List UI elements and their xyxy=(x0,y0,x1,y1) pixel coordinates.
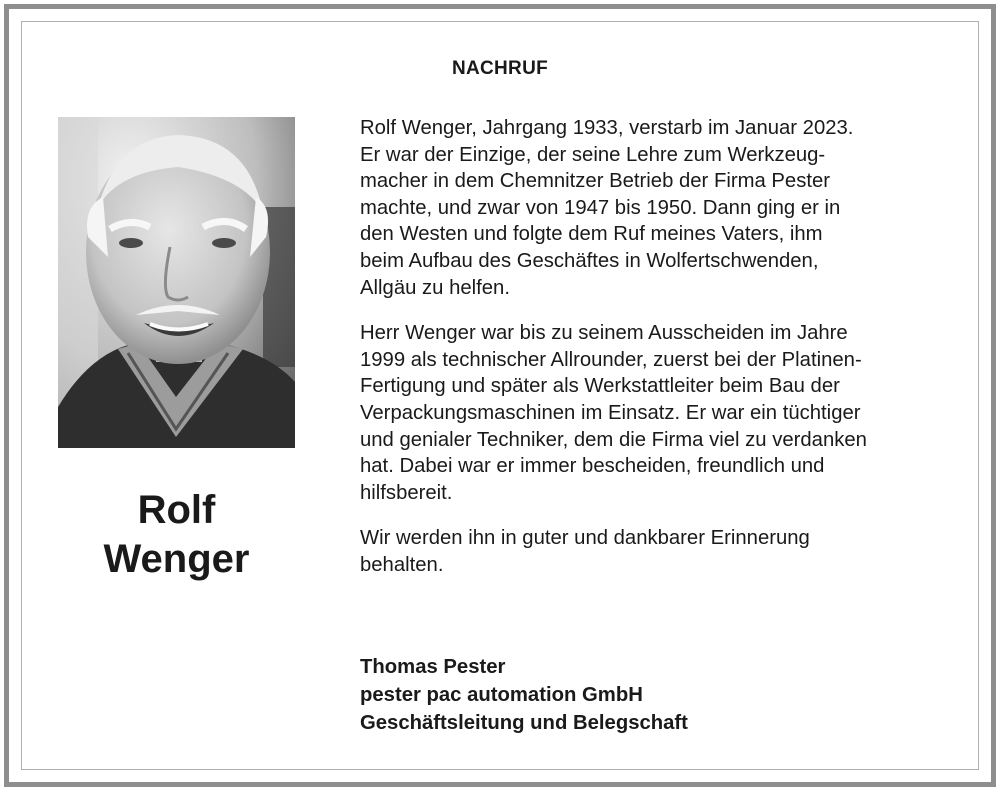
notice-body xyxy=(360,115,955,579)
text-line: hat. Dabei war er immer bescheiden, freundlich und xyxy=(360,455,825,478)
text-line: 1999 als technischer Allrounder, zuerst bei der Platinen- xyxy=(360,348,862,371)
text-line: beim Aufbau des Geschäftes in Wolfertschwenden, xyxy=(360,249,819,272)
deceased-name xyxy=(58,486,295,584)
paragraph-3 xyxy=(360,525,955,578)
text-line: Fertigung und später als Werkstattleiter beim Bau der xyxy=(360,375,840,398)
text-line: Er war der Einzige, der seine Lehre zum Werkzeug- xyxy=(360,143,826,166)
text-line: und genialer Techniker, dem die Firma viel zu verdanken xyxy=(360,428,867,451)
text-line: macher in dem Chemnitzer Betrieb der Firma Pester xyxy=(360,170,831,193)
paragraph-1 xyxy=(360,115,955,301)
text-line: Wir werden ihn in guter und dankbarer Erinnerung xyxy=(360,527,810,550)
text-line: Verpackungsmaschinen im Einsatz. Er war ein tüchtiger xyxy=(360,401,861,424)
text-line: behalten. xyxy=(360,553,444,576)
signature-block xyxy=(360,653,920,737)
text-line: den Westen und folgte dem Ruf meines Vaters, ihm xyxy=(360,223,823,246)
text-line: Herr Wenger war bis zu seinem Ausscheiden im Jahre xyxy=(360,322,848,345)
deceased-last-name: Wenger xyxy=(103,537,250,581)
text-line: hilfsbereit. xyxy=(360,481,453,504)
text-line: Rolf Wenger, Jahrgang 1933, verstarb im Januar 2023. xyxy=(360,117,854,139)
signer-name: Thomas Pester xyxy=(360,656,506,678)
deceased-first-name: Rolf xyxy=(137,488,216,532)
text-line: Allgäu zu helfen. xyxy=(360,276,510,299)
paragraph-2 xyxy=(360,320,955,506)
notice-heading: NACHRUF xyxy=(451,58,549,79)
company-name: pester pac automation GmbH xyxy=(360,684,643,706)
text-line: machte, und zwar von 1947 bis 1950. Dann ging er in xyxy=(360,196,841,219)
portrait-photo xyxy=(58,117,295,448)
signer-group: Geschäftsleitung und Belegschaft xyxy=(360,712,688,734)
